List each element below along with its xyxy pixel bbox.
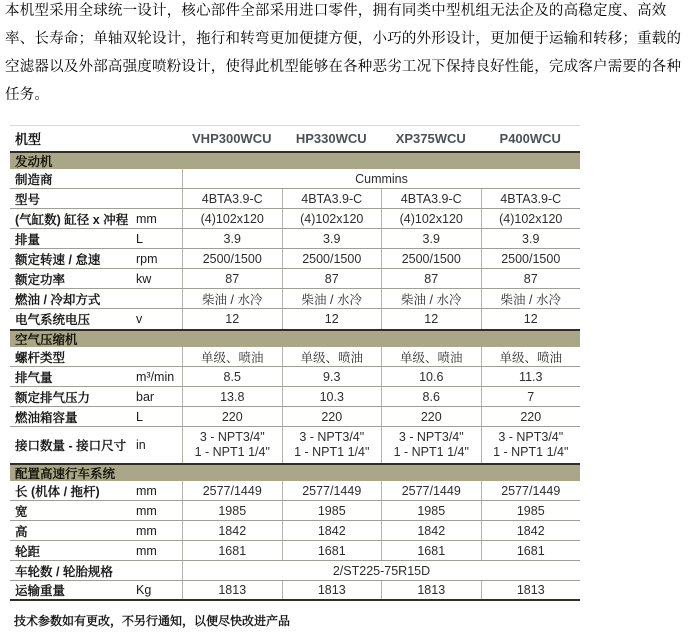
cell-value: (4)102x120 — [481, 209, 581, 228]
cell-value: 220 — [182, 407, 282, 426]
row-label-cell — [10, 387, 182, 406]
row-unit: v — [136, 312, 143, 326]
row-label: 燃油箱容量 — [15, 410, 78, 425]
port-line-2: 1 - NPT1 1/4" — [493, 445, 569, 459]
cell-value: 87 — [381, 269, 481, 288]
row-label-cell — [10, 347, 182, 366]
cell-value: 1681 — [481, 541, 581, 560]
intro-paragraph: 本机型采用全球统一设计，核心部件全部采用进口零件，拥有同类中型机组无法企及的高稳定度、高效率、长寿命；单轴双轮设计，拖行和转弯更加便捷方便，小巧的外形设计，更加便于运输和转移；重载的空滤器以及外部高强度喷粉设计，使得此机型能够在各种恶劣工况下保持良好性能，完成客户需要的各种任务。 — [5, 3, 682, 103]
header-model-p400wcu: P400WCU — [499, 131, 561, 146]
cell-span-value: 2/ST225-75R15D — [182, 561, 580, 580]
cell-value: 1842 — [481, 521, 581, 540]
port-line-2: 1 - NPT1 1/4" — [294, 445, 370, 459]
cell-value: 2500/1500 — [481, 249, 581, 268]
table-row-displacement — [10, 229, 580, 249]
table-row-rated-power — [10, 269, 580, 289]
row-label: 型号 — [15, 192, 41, 207]
row-unit: mm — [136, 523, 157, 538]
cell-value: 2577/1449 — [481, 481, 581, 500]
port-line-1: 3 - NPT3/4" — [199, 430, 265, 444]
cell-value: 2500/1500 — [381, 249, 481, 268]
row-label-cell — [10, 189, 182, 208]
cell-value: 220 — [282, 407, 382, 426]
table-row-height — [10, 521, 580, 541]
row-label: 接口数量 - 接口尺寸 — [15, 439, 127, 453]
cell-value: 2577/1449 — [182, 481, 282, 500]
cell-value: 87 — [182, 269, 282, 288]
row-label-cell — [10, 229, 182, 248]
header-model-vhp300wcu: VHP300WCU — [192, 131, 272, 146]
row-label-cell — [10, 407, 182, 426]
row-label: 高 — [15, 524, 28, 539]
cell-value: 单级、喷油 — [481, 347, 581, 366]
row-label-cell — [10, 309, 182, 329]
spec-table — [10, 125, 580, 601]
cell-value: (4)102x120 — [182, 209, 282, 228]
cell-value: 8.6 — [381, 387, 481, 406]
cell-value: 柴油 / 水冷 — [381, 289, 481, 308]
header-model-hp330wcu: HP330WCU — [295, 131, 367, 146]
cell-value: 单级、喷油 — [182, 347, 282, 366]
cell-value: 1681 — [182, 541, 282, 560]
cell-value: 3.9 — [481, 229, 581, 248]
port-line-2: 1 - NPT1 1/4" — [194, 445, 270, 459]
table-row-length — [10, 481, 580, 501]
cell-value: (4)102x120 — [282, 209, 382, 228]
cell-value: 2500/1500 — [182, 249, 282, 268]
cell-value: 12 — [282, 309, 382, 329]
row-unit: mm — [136, 503, 157, 518]
table-row-width — [10, 501, 580, 521]
cell-value: 1813 — [481, 581, 581, 599]
row-unit: mm — [136, 483, 157, 498]
cell-value: 1813 — [282, 581, 382, 599]
cell-value: 1813 — [381, 581, 481, 599]
row-unit: kw — [136, 271, 152, 286]
cell-value: 3.9 — [282, 229, 382, 248]
row-label: 制造商 — [15, 172, 53, 187]
row-label: 排量 — [15, 232, 41, 247]
row-label-cell — [10, 581, 182, 599]
port-line-1: 3 - NPT3/4" — [398, 430, 464, 444]
table-row-bore-stroke — [10, 209, 580, 229]
row-label: 燃油 / 冷却方式 — [15, 292, 101, 307]
cell-value: 9.3 — [282, 367, 382, 386]
row-label: 螺杆类型 — [15, 350, 66, 365]
cell-value: 220 — [381, 407, 481, 426]
cell-value: 4BTA3.9-C — [282, 189, 382, 208]
row-unit: L — [136, 231, 143, 246]
table-header-row — [10, 125, 580, 151]
table-row-air-delivery — [10, 367, 580, 387]
cell-value: 1681 — [381, 541, 481, 560]
row-label: 长 (机体 / 拖杆) — [15, 484, 100, 499]
header-model-xp375wcu: XP375WCU — [395, 131, 466, 146]
row-label: 排气量 — [15, 370, 53, 385]
port-line-2: 1 - NPT1 1/4" — [393, 445, 469, 459]
cell-value: 柴油 / 水冷 — [182, 289, 282, 308]
row-label-cell — [10, 541, 182, 560]
cell-value: 1985 — [182, 501, 282, 520]
row-unit: in — [136, 438, 146, 452]
row-label: 额定转速 / 怠速 — [15, 252, 101, 267]
row-label: 车轮数 / 轮胎规格 — [15, 564, 113, 579]
cell-value: 3.9 — [381, 229, 481, 248]
row-unit: L — [136, 409, 143, 424]
cell-value: 2500/1500 — [282, 249, 382, 268]
cell-value: 1842 — [182, 521, 282, 540]
cell-value: 87 — [282, 269, 382, 288]
section-band-engine: 发动机 — [10, 151, 580, 169]
cell-value: 3.9 — [182, 229, 282, 248]
table-row-engine-model — [10, 189, 580, 209]
row-label: 轮距 — [15, 544, 41, 559]
table-row-wheel-track — [10, 541, 580, 561]
row-label: 电气系统电压 — [15, 313, 91, 327]
row-label-cell — [10, 169, 182, 188]
header-label-model-type: 机型 — [15, 132, 42, 147]
row-label-cell — [10, 289, 182, 308]
cell-value — [182, 427, 282, 463]
cell-value: 4BTA3.9-C — [481, 189, 581, 208]
cell-value: 柴油 / 水冷 — [282, 289, 382, 308]
table-row-screw-type — [10, 347, 580, 367]
cell-value — [481, 427, 581, 463]
row-label-cell — [10, 249, 182, 268]
table-row-rated-speed — [10, 249, 580, 269]
row-label-cell — [10, 209, 182, 228]
row-unit: rpm — [136, 251, 158, 266]
table-row-fuel-cooling — [10, 289, 580, 309]
row-unit: mm — [136, 543, 157, 558]
cell-value: 1985 — [481, 501, 581, 520]
cell-value: 1813 — [182, 581, 282, 599]
cell-span-value: Cummins — [182, 169, 580, 188]
port-line-1: 3 - NPT3/4" — [299, 430, 365, 444]
cell-value: 4BTA3.9-C — [182, 189, 282, 208]
row-label-cell — [10, 501, 182, 520]
cell-value: 87 — [481, 269, 581, 288]
row-label-cell — [10, 269, 182, 288]
cell-value: 13.8 — [182, 387, 282, 406]
cell-value — [282, 427, 382, 463]
cell-value: 4BTA3.9-C — [381, 189, 481, 208]
table-row-transport-weight — [10, 581, 580, 601]
cell-value: 1681 — [282, 541, 382, 560]
row-label-cell — [10, 481, 182, 500]
row-label: 额定排气压力 — [15, 390, 91, 405]
section-band-running-gear: 配置高速行车系统 — [10, 463, 580, 481]
cell-value: 单级、喷油 — [282, 347, 382, 366]
row-label: 宽 — [15, 504, 28, 519]
cell-value: 柴油 / 水冷 — [481, 289, 581, 308]
cell-value: 1985 — [282, 501, 382, 520]
row-label: (气缸数) 缸径 x 冲程 — [15, 212, 129, 227]
table-row-electrical-voltage — [10, 309, 580, 329]
port-line-1: 3 - NPT3/4" — [498, 430, 564, 444]
cell-value: 2577/1449 — [381, 481, 481, 500]
cell-value: 12 — [481, 309, 581, 329]
footer-disclaimer: 技术参数如有更改，不另行通知，以便尽快改进产品 — [14, 614, 291, 628]
cell-value: 11.3 — [481, 367, 581, 386]
table-row-wheels-tires — [10, 561, 580, 581]
row-label: 额定功率 — [15, 272, 66, 287]
cell-value: 7 — [481, 387, 581, 406]
cell-value: 10.6 — [381, 367, 481, 386]
cell-value: 12 — [182, 309, 282, 329]
row-label-cell — [10, 427, 182, 463]
table-row-manufacturer — [10, 169, 580, 189]
row-unit: mm — [136, 211, 157, 226]
cell-value — [381, 427, 481, 463]
cell-value: 10.3 — [282, 387, 382, 406]
cell-value: 12 — [381, 309, 481, 329]
cell-value: 8.5 — [182, 367, 282, 386]
row-label: 运输重量 — [15, 584, 66, 598]
cell-value: (4)102x120 — [381, 209, 481, 228]
table-row-outlet-ports — [10, 427, 580, 463]
table-row-rated-pressure — [10, 387, 580, 407]
row-label-cell — [10, 561, 182, 580]
table-row-fuel-tank-capacity — [10, 407, 580, 427]
section-band-compressor: 空气压缩机 — [10, 329, 580, 347]
cell-value: 单级、喷油 — [381, 347, 481, 366]
row-unit: Kg — [136, 583, 152, 597]
cell-value: 220 — [481, 407, 581, 426]
cell-value: 2577/1449 — [282, 481, 382, 500]
cell-value: 1985 — [381, 501, 481, 520]
row-unit: m³/min — [136, 369, 175, 384]
row-unit: bar — [136, 389, 155, 404]
row-label-cell — [10, 367, 182, 386]
cell-value: 1842 — [282, 521, 382, 540]
row-label-cell — [10, 521, 182, 540]
cell-value: 1842 — [381, 521, 481, 540]
